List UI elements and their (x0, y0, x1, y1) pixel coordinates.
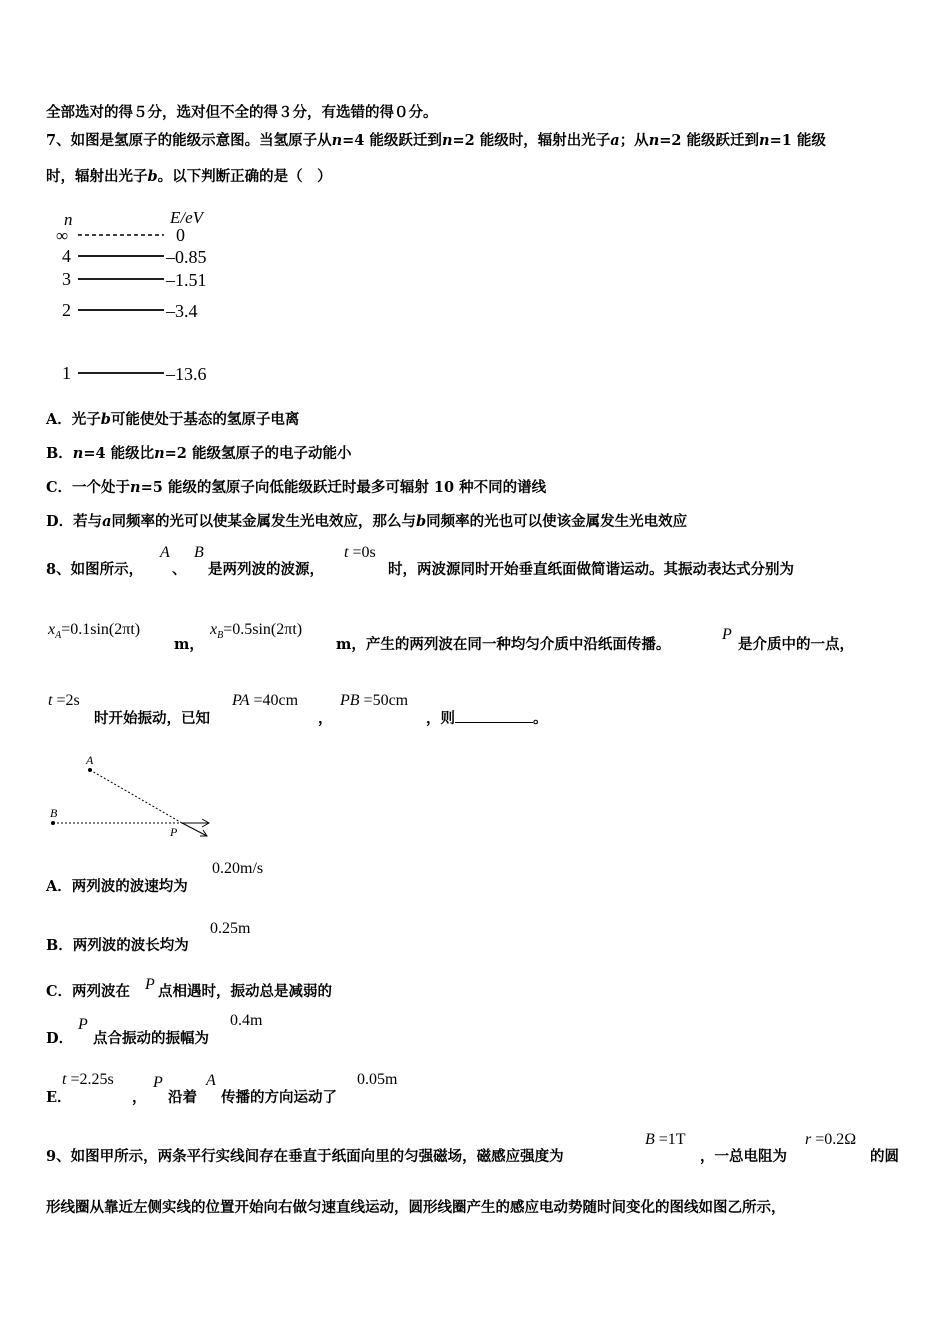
q8-separator: 、 (172, 561, 187, 578)
q8-source-a: A (160, 544, 170, 561)
level-e-inf: 0 (176, 225, 185, 245)
q9-stem-end: 的圆 (870, 1148, 899, 1165)
q8-option-a: A．两列波的波速均为 (46, 878, 188, 895)
q8-point-p: P (722, 626, 732, 643)
q8-option-b-value: 0.25m (210, 920, 251, 937)
q8-stem-sources: 是两列波的波源， (208, 561, 324, 578)
wave-source-figure (44, 752, 219, 842)
q8-pa-distance: PA =40cm (232, 692, 299, 709)
fig-label-b: B (50, 806, 58, 820)
q8-stem-prefix: 8、如图所示， (46, 561, 144, 578)
q8-option-c-p: P (145, 976, 155, 993)
level-e-3: –1.51 (166, 270, 207, 290)
q8-option-b: B．两列波的波长均为 (46, 937, 189, 954)
fig-label-a: A (86, 753, 94, 767)
q7-option-c: C．一个处于n=5 能级的氢原子向低能级跃迁时最多可辐射 10 种不同的谱线 (46, 479, 547, 496)
q9-stem-line2: 形线圈从靠近左侧实线的位置开始向右做匀速直线运动，圆形线圈产生的感应电动势随时间变化的图线如图乙所示， (46, 1199, 786, 1216)
q7-stem-line2: 时，辐射出光子b。以下判断正确的是（ ） (46, 168, 332, 185)
arrow-a-direction (182, 823, 207, 836)
q8-stem-start: 时，两波源同时开始垂直纸面做简谐运动。其振动表达式分别为 (388, 561, 794, 578)
q8-pb-distance: PB =50cm (340, 692, 409, 709)
q8-stem-vibrate: 时开始振动，已知 (94, 710, 210, 727)
q8-option-e-comma: ， (132, 1089, 147, 1106)
q8-source-b: B (194, 544, 204, 561)
level-n-1: 1 (62, 363, 71, 383)
q8-option-a-value: 0.20m/s (212, 860, 264, 877)
n-axis-label: n (64, 210, 73, 229)
level-n-2: 2 (62, 300, 71, 320)
q8-xb-expression: $x_B=0.5\sin(2\pi t)$ (210, 621, 303, 642)
energy-axis-label: E/eV (170, 208, 204, 227)
q8-option-d-p: P (78, 1016, 88, 1033)
q7-stem-line1: 7、如图是氢原子的能级示意图。当氢原子从n=4 能级跃迁到n=2 能级时，辐射出光子a；从n=2 能级跃迁到n=1 能级 (46, 132, 826, 149)
q9-stem-resistance: ，一总电阻为 (700, 1148, 787, 1165)
level-n-4: 4 (62, 246, 71, 266)
intro-text: 全部选对的得５分，选对但不全的得３分，有选错的得０分。 (46, 104, 438, 121)
q8-option-e-time: t =2.25s (62, 1071, 114, 1088)
answer-blank[interactable] (455, 710, 533, 723)
level-e-4: –0.85 (166, 247, 207, 267)
fig-label-p: P (170, 825, 178, 839)
q8-option-c-text: 点相遇时，振动总是减弱的 (158, 983, 332, 1000)
q8-unit-m1: m， (174, 636, 204, 653)
q8-option-e-value: 0.05m (357, 1071, 398, 1088)
q8-option-e-prefix: E． (46, 1089, 72, 1106)
q9-stem-line1: 9、如图甲所示，两条平行实线间存在垂直于纸面向里的匀强磁场，磁感应强度为 (46, 1148, 564, 1165)
q8-stem-medium: m，产生的两列波在同一种均匀介质中沿纸面传播。 (336, 636, 671, 653)
q8-t0: t =0s (344, 544, 376, 561)
level-e-2: –3.4 (166, 301, 198, 321)
path-a-to-p (90, 770, 182, 823)
level-e-1: –13.6 (166, 364, 207, 384)
q7-option-a: A．光子b可能使处于基态的氢原子电离 (46, 411, 300, 428)
q8-option-e-text: 传播的方向运动了 (221, 1089, 337, 1106)
q8-option-c-prefix: C．两列波在 (46, 983, 131, 1000)
q8-option-e-along: 沿着 (168, 1089, 197, 1106)
q8-xa-expression: $x_A=0.1\sin(2\pi t)$ (48, 621, 141, 642)
q8-option-d-value: 0.4m (230, 1012, 263, 1029)
q9-b-field: B =1T (645, 1131, 686, 1148)
q8-stem-point: 是介质中的一点， (738, 636, 854, 653)
q8-option-e-p: P (153, 1074, 163, 1091)
q8-option-d-text: 点合振动的振幅为 (93, 1030, 209, 1047)
q8-option-d-prefix: D． (46, 1030, 74, 1047)
energy-level-diagram (52, 203, 242, 388)
q9-resistance: r =0.2Ω (805, 1131, 857, 1148)
q8-t2: t =2s (48, 692, 80, 709)
q7-option-b: B．n=4 能级比n=2 能级氢原子的电子动能小 (46, 445, 352, 462)
level-n-inf: ∞ (56, 226, 69, 245)
q8-comma: ， (318, 710, 333, 727)
q8-option-e-a: A (206, 1072, 216, 1089)
q7-option-d: D．若与a同频率的光可以使某金属发生光电效应，那么与b同频率的光也可以使该金属发生光电效应 (46, 513, 688, 530)
q8-stem-then: ，则 。 (426, 710, 548, 727)
level-n-3: 3 (62, 269, 71, 289)
